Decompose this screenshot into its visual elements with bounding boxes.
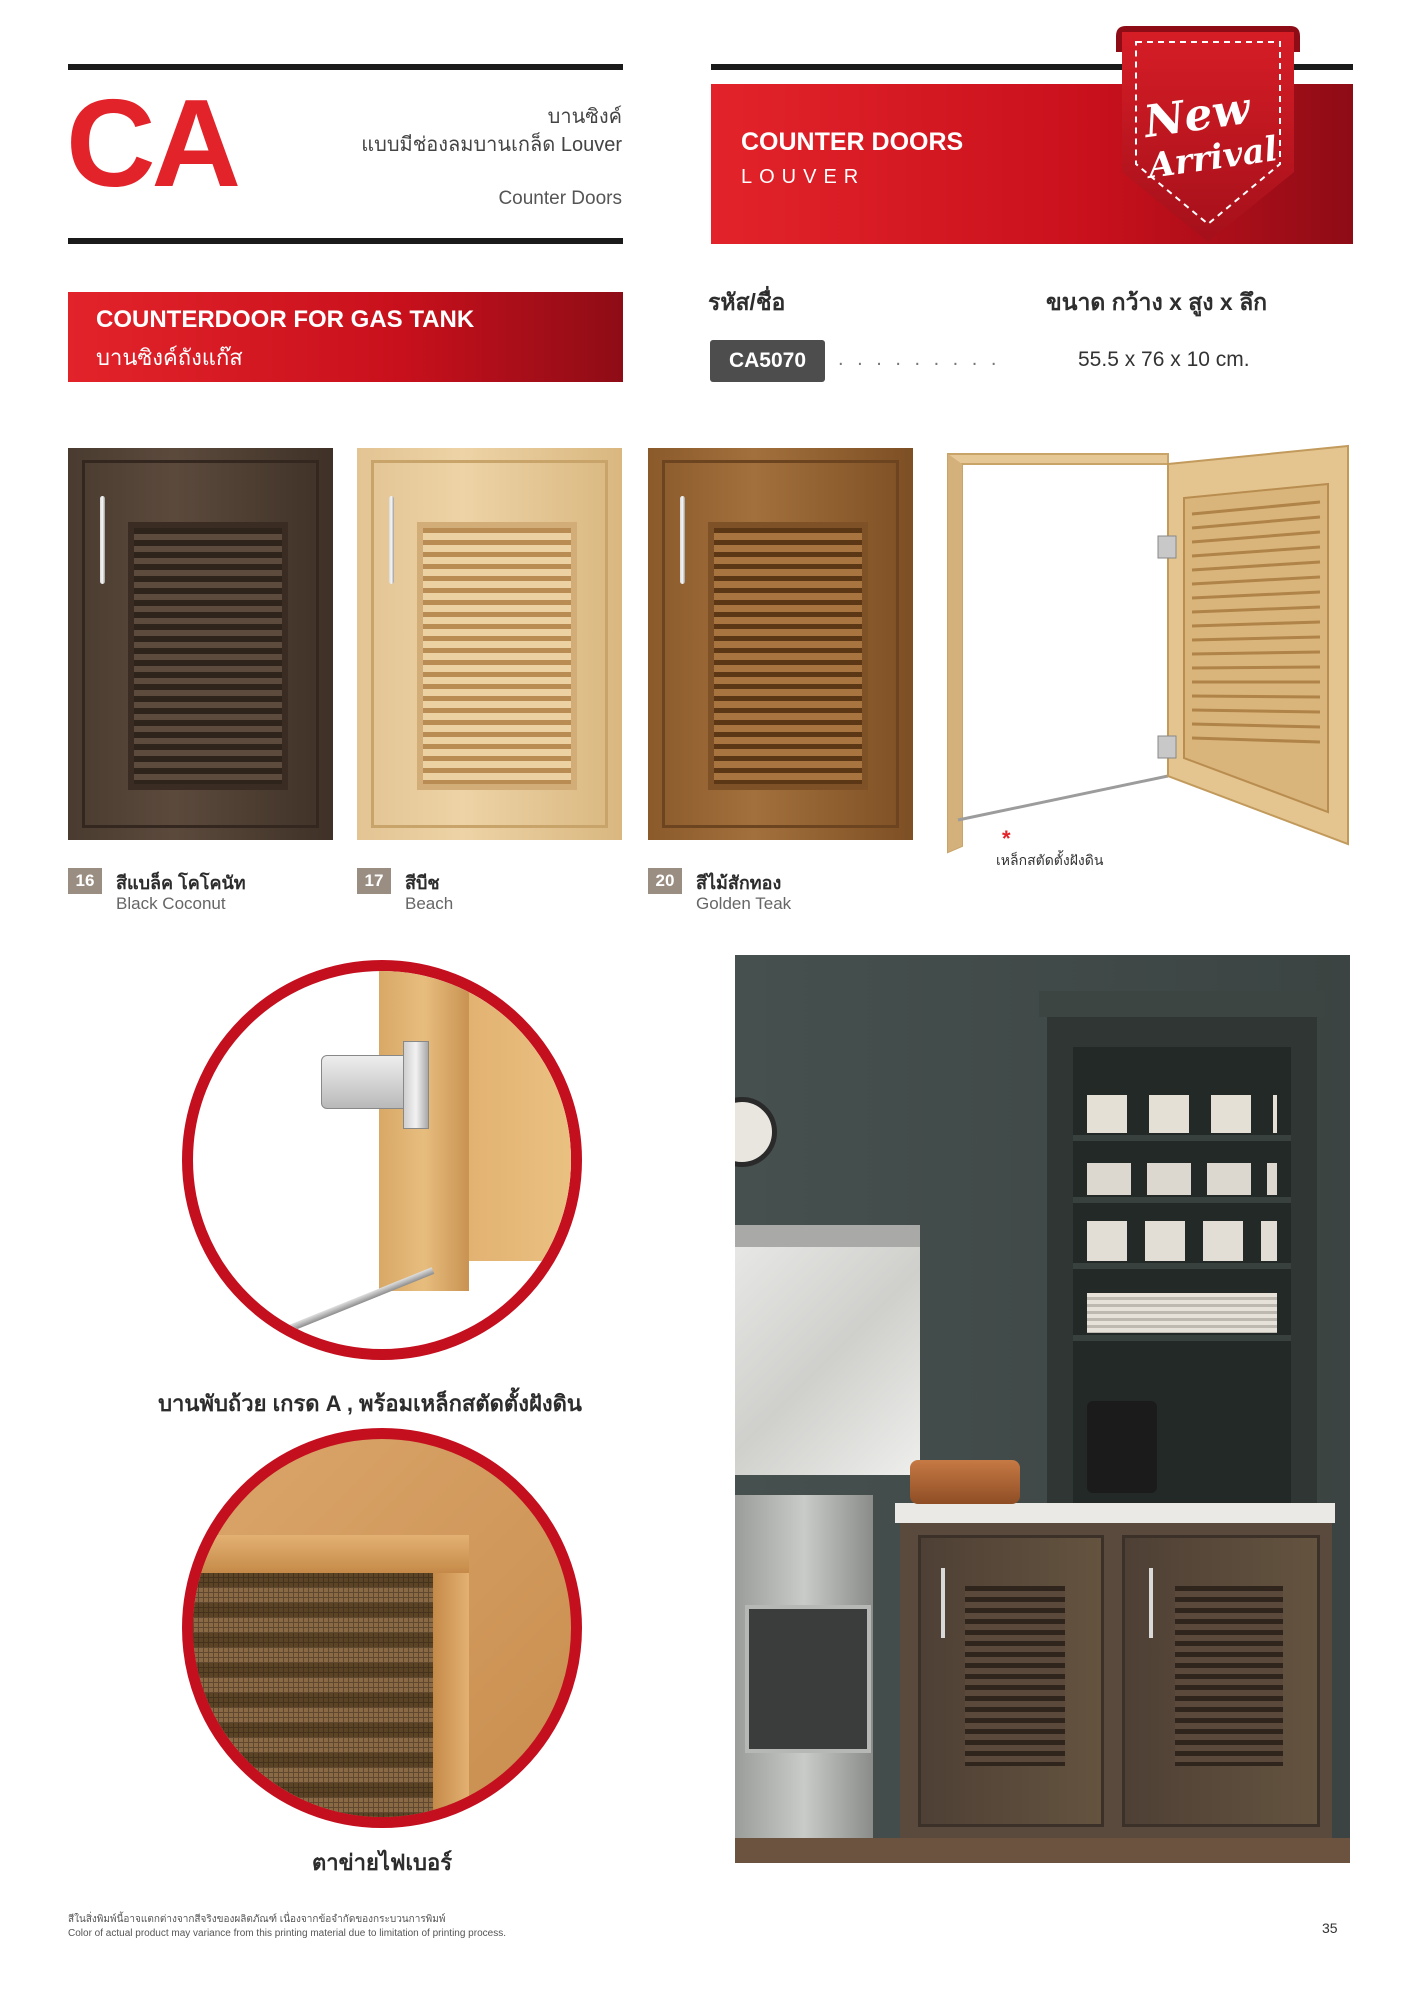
frame-top — [183, 1535, 469, 1573]
louver-panel — [128, 522, 288, 790]
badge-line1: New — [1140, 82, 1254, 149]
counter-top — [895, 1503, 1335, 1523]
footer-note-en: Color of actual product may variance from this printing material due to limitation of printing process. — [68, 1928, 506, 1939]
banner-subtitle: LOUVER — [741, 166, 866, 188]
banner-title: COUNTER DOORS — [741, 128, 964, 156]
dishes-row-4 — [1087, 1293, 1277, 1333]
lower-cabinets — [900, 1523, 1332, 1838]
title-th-line1: บานซิงค์ — [547, 106, 622, 128]
color-number-17: 17 — [357, 868, 391, 894]
dishes-row-3 — [1087, 1221, 1277, 1261]
size-header: ขนาด กว้าง x สูง x ลึก — [1046, 289, 1268, 315]
hinge-arm — [403, 1041, 429, 1129]
hinge-caption: บานพับถ้วย เกรด A , พร้อมเหล็กสตัดตั้งฝังดิน — [158, 1391, 582, 1416]
marble-backsplash — [735, 1245, 920, 1475]
lower-door-right — [1122, 1535, 1320, 1827]
product-code-badge: CA5070 — [710, 340, 825, 382]
color-name-en-20: Golden Teak — [696, 894, 792, 913]
title-en: Counter Doors — [498, 188, 622, 209]
stud-note-star: * — [1002, 826, 1011, 851]
fiber-mesh — [183, 1573, 453, 1828]
product-name-en: COUNTERDOOR FOR GAS TANK — [96, 306, 475, 333]
hutch-cabinet — [1047, 995, 1317, 1555]
page-number: 35 — [1322, 1920, 1338, 1936]
open-door-illustration — [940, 440, 1360, 860]
louver-panel — [708, 522, 868, 790]
color-name-th-20: สีไม้สักทอง — [696, 873, 782, 893]
lower-door-left-louver — [965, 1586, 1065, 1766]
stove — [735, 1495, 873, 1845]
new-arrival-badge — [1108, 22, 1308, 262]
shelf-4 — [1073, 1335, 1291, 1341]
door-handle — [100, 496, 105, 584]
copper-pots — [910, 1460, 1020, 1504]
door-golden-teak — [648, 448, 913, 840]
shelf-3 — [1073, 1263, 1291, 1269]
color-name-th-17: สีบีช — [405, 873, 440, 893]
dishes-row-2 — [1087, 1163, 1277, 1195]
open-door-drawing — [940, 440, 1360, 860]
code-header: รหัส/ชื่อ — [708, 289, 786, 315]
door-beach — [357, 448, 622, 840]
series-code: CA — [66, 75, 238, 213]
product-name-th: บานซิงค์ถังแก๊ส — [96, 345, 243, 370]
lower-door-right-louver — [1175, 1586, 1283, 1766]
dishes-row-1 — [1087, 1095, 1277, 1133]
hinge-detail-circle — [182, 960, 582, 1360]
color-number-20: 20 — [648, 868, 682, 894]
bottom-rule-left — [68, 238, 623, 244]
spec-dots: . . . . . . . . . — [838, 348, 1001, 370]
wood-floor — [735, 1838, 1350, 1863]
door-handle — [389, 496, 394, 584]
kitchen-photo — [735, 955, 1350, 1863]
door-handle — [680, 496, 685, 584]
range-hood — [735, 1225, 920, 1247]
stud-note-text: เหล็กสตัดตั้งฝังดิน — [996, 852, 1104, 868]
lower-door-left — [918, 1535, 1104, 1827]
footer-note-th: สีในสิ่งพิมพ์นี้อาจแตกต่างจากสีจริงของผลิตภัณฑ์ เนื่องจากข้อจำกัดของกระบวนการพิมพ์ — [68, 1914, 446, 1925]
color-number-16: 16 — [68, 868, 102, 894]
door-back-panel — [469, 961, 582, 1261]
top-rule-left — [68, 64, 623, 70]
hutch-crown — [1039, 991, 1325, 1017]
mesh-caption: ตาข่ายไฟเบอร์ — [311, 1850, 453, 1875]
oven-window — [745, 1605, 871, 1753]
stud-rod — [246, 1267, 434, 1348]
mesh-detail-circle — [182, 1428, 582, 1828]
color-name-en-16: Black Coconut — [116, 894, 226, 913]
color-name-th-16: สีแบล็ค โคโคนัท — [116, 873, 246, 893]
product-name-box — [68, 292, 623, 382]
product-size: 55.5 x 76 x 10 cm. — [1078, 348, 1250, 371]
lower-door-right-handle — [1149, 1568, 1153, 1638]
door-black-coconut — [68, 448, 333, 840]
color-name-en-17: Beach — [405, 894, 454, 913]
coffee-machine — [1087, 1401, 1157, 1493]
louver-panel — [417, 522, 577, 790]
shelf-1 — [1073, 1135, 1291, 1141]
title-th-line2: แบบมีช่องลมบานเกล็ด Louver — [361, 134, 622, 156]
badge-line2: Arrival — [1145, 129, 1280, 187]
shelf-2 — [1073, 1197, 1291, 1203]
frame-corner — [433, 1535, 469, 1828]
lower-door-left-handle — [941, 1568, 945, 1638]
